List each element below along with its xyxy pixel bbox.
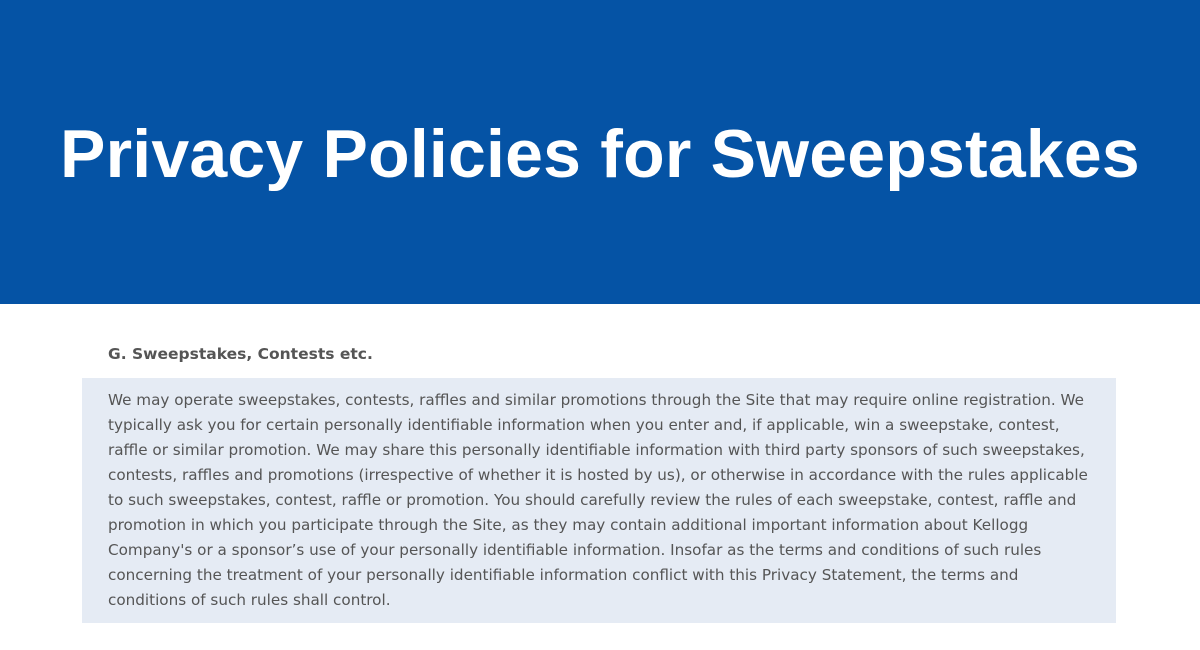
page-title: Privacy Policies for Sweepstakes [60, 116, 1140, 192]
policy-text-box [82, 378, 1116, 623]
policy-paragraph: We may operate sweepstakes, contests, raffles and similar promotions through the Site that may require online registration. We typically ask you for certain personally identifiable information when you enter and, if applicable, win a sweepstake, contest, raffle or similar promotion. We may share this personally identifiable information with third party sponsors of such sweepstakes, contests, raffles and promotions (irrespective of whether it is hosted by us), or otherwise in accordance with the rules applicable to such sweepstakes, contest, raffle or promotion. You should carefully review the rules of each sweepstake, contest, raffle and promotion in which you participate through the Site, as they may contain additional important information about Kellogg Company's or a sponsor’s use of your personally identifiable information. Insofar as the terms and conditions of such rules concerning the treatment of your personally identifiable information conflict with this Privacy Statement, the terms and conditions of such rules shall control. [108, 391, 1088, 609]
section-heading: G. Sweepstakes, Contests etc. [108, 345, 373, 363]
policy-excerpt [0, 304, 1200, 650]
header-banner [0, 0, 1200, 304]
